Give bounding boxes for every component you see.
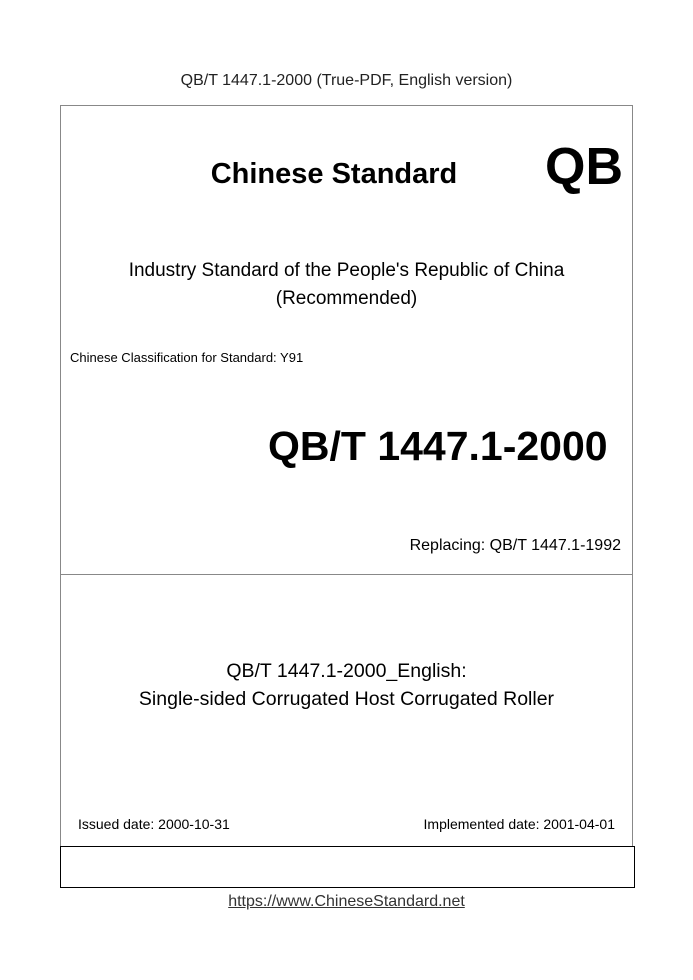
page-header: QB/T 1447.1-2000 (True-PDF, English version) bbox=[180, 72, 513, 89]
classification-text: Chinese Classification for Standard: Y91 bbox=[70, 350, 304, 365]
document-title-line-2: Single-sided Corrugated Host Corrugated Roller bbox=[138, 688, 555, 710]
implemented-date: Implemented date: 2001-04-01 bbox=[423, 816, 615, 832]
subtitle-line-1: Industry Standard of the People's Republic of China bbox=[128, 260, 565, 281]
standard-number: QB/T 1447.1-2000 bbox=[268, 423, 608, 469]
subtitle-line-2: (Recommended) bbox=[275, 288, 418, 309]
cover-title: Chinese Standard bbox=[210, 158, 458, 190]
cover-bottom-frame bbox=[60, 846, 635, 888]
replacing-text: Replacing: QB/T 1447.1-1992 bbox=[409, 537, 621, 554]
standard-mark: QB bbox=[545, 138, 623, 196]
document-title-line-1: QB/T 1447.1-2000_English: bbox=[226, 660, 467, 682]
footer-link[interactable]: https://www.ChineseStandard.net bbox=[228, 893, 465, 910]
issued-date: Issued date: 2000-10-31 bbox=[78, 816, 230, 832]
